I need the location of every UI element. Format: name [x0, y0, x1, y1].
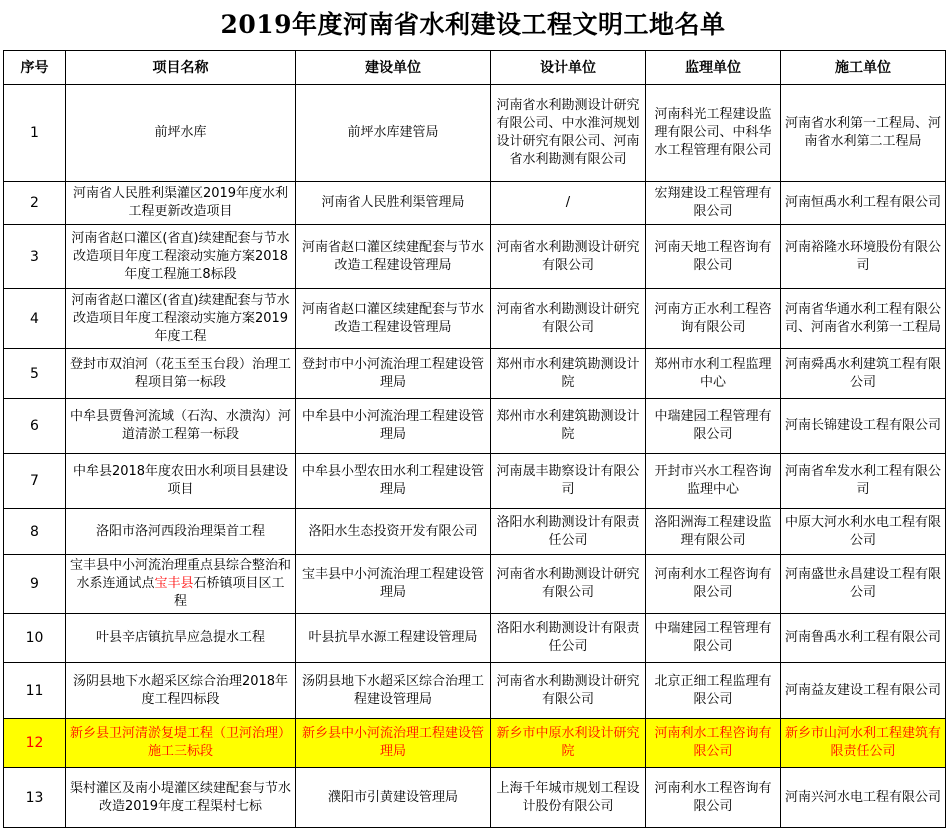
column-header-supervisor: 监理单位	[646, 51, 781, 85]
supervisor-unit: 中瑞建园工程管理有限公司	[646, 399, 781, 454]
table-row	[4, 555, 946, 614]
project-name: 新乡县卫河清淤复堤工程（卫河治理）施工三标段	[66, 719, 296, 768]
project-name-highlight: 宝丰县	[154, 576, 194, 591]
table-row	[4, 663, 946, 719]
builder-unit: 汤阴县地下水超采区综合治理工程建设管理局	[296, 663, 491, 719]
row-number: 7	[4, 454, 66, 509]
supervisor-unit: 郑州市水利工程监理中心	[646, 349, 781, 399]
supervisor-unit: 河南方正水利工程咨询有限公司	[646, 289, 781, 349]
row-number: 6	[4, 399, 66, 454]
project-name: 叶县辛店镇抗旱应急提水工程	[66, 614, 296, 663]
supervisor-unit: 河南科光工程建设监理有限公司、中科华水工程管理有限公司	[646, 85, 781, 182]
project-name: 登封市双洎河（花玉至玉台段）治理工程项目第一标段	[66, 349, 296, 399]
project-name: 前坪水库	[66, 85, 296, 182]
row-number: 12	[4, 719, 66, 768]
designer-unit: 新乡市中原水利设计研究院	[491, 719, 646, 768]
table-row	[4, 509, 946, 555]
project-name: 渠村灌区及南小堤灌区续建配套与节水改造2019年度工程渠村七标	[66, 768, 296, 828]
supervisor-unit: 河南天地工程咨询有限公司	[646, 225, 781, 289]
builder-unit: 叶县抗旱水源工程建设管理局	[296, 614, 491, 663]
contractor-unit: 河南益友建设工程有限公司	[781, 663, 946, 719]
table-row	[4, 225, 946, 289]
supervisor-unit: 河南利水工程咨询有限公司	[646, 768, 781, 828]
supervisor-unit: 河南利水工程咨询有限公司	[646, 555, 781, 614]
contractor-unit: 河南省水利第一工程局、河南省水利第二工程局	[781, 85, 946, 182]
designer-unit: /	[491, 182, 646, 225]
row-number: 3	[4, 225, 66, 289]
row-number: 4	[4, 289, 66, 349]
builder-unit: 河南省赵口灌区续建配套与节水改造工程建设管理局	[296, 225, 491, 289]
column-header-project: 项目名称	[66, 51, 296, 85]
project-name: 汤阴县地下水超采区综合治理2018年度工程四标段	[66, 663, 296, 719]
row-number: 10	[4, 614, 66, 663]
contractor-unit: 河南鲁禹水利工程有限公司	[781, 614, 946, 663]
project-name: 河南省人民胜利渠灌区2019年度水利工程更新改造项目	[66, 182, 296, 225]
designer-unit: 洛阳水利勘测设计有限责任公司	[491, 509, 646, 555]
project-name: 中牟县贾鲁河流域（石沟、水溃沟）河道清淤工程第一标段	[66, 399, 296, 454]
table-row	[4, 85, 946, 182]
table-row	[4, 349, 946, 399]
designer-unit: 河南省水利勘测设计研究有限公司	[491, 289, 646, 349]
table-row	[4, 399, 946, 454]
supervisor-unit: 北京正细工程监理有限公司	[646, 663, 781, 719]
builder-unit: 洛阳水生态投资开发有限公司	[296, 509, 491, 555]
column-header-builder: 建设单位	[296, 51, 491, 85]
supervisor-unit: 中瑞建园工程管理有限公司	[646, 614, 781, 663]
contractor-unit: 河南裕隆水环境股份有限公司	[781, 225, 946, 289]
contractor-unit: 中原大河水利水电工程有限公司	[781, 509, 946, 555]
builder-unit: 前坪水库建管局	[296, 85, 491, 182]
designer-unit: 洛阳水利勘测设计有限责任公司	[491, 614, 646, 663]
table-header-row	[4, 51, 946, 85]
row-number: 5	[4, 349, 66, 399]
contractor-unit: 河南省牟发水利工程有限公司	[781, 454, 946, 509]
contractor-unit: 河南兴河水电工程有限公司	[781, 768, 946, 828]
column-header-designer: 设计单位	[491, 51, 646, 85]
project-name-part: 宝丰县中小河流治理重点县综合整治和水系连通试点	[70, 558, 292, 591]
designer-unit: 郑州市水利建筑勘测设计院	[491, 349, 646, 399]
designer-unit: 河南省水利勘测设计研究有限公司	[491, 225, 646, 289]
contractor-unit: 河南长锦建设工程有限公司	[781, 399, 946, 454]
designer-unit: 河南省水利勘测设计研究有限公司	[491, 555, 646, 614]
row-number: 11	[4, 663, 66, 719]
project-name: 河南省赵口灌区(省直)续建配套与节水改造项目年度工程滚动实施方案2019年度工程	[66, 289, 296, 349]
project-name-part: 石桥镇项目区工程	[173, 576, 285, 609]
row-number: 9	[4, 555, 66, 614]
table-row-highlighted	[4, 719, 946, 768]
contractor-unit: 河南盛世永昌建设工程有限公司	[781, 555, 946, 614]
contractor-unit: 河南省华通水利工程有限公司、河南省水利第一工程局	[781, 289, 946, 349]
page-title: 2019年度河南省水利建设工程文明工地名单	[220, 10, 726, 39]
table-row	[4, 182, 946, 225]
designer-unit: 郑州市水利建筑勘测设计院	[491, 399, 646, 454]
contractor-unit: 河南舜禹水利建筑工程有限公司	[781, 349, 946, 399]
column-header-no: 序号	[4, 51, 66, 85]
project-name: 洛阳市洛河西段治理渠首工程	[66, 509, 296, 555]
builder-unit: 河南省人民胜利渠管理局	[296, 182, 491, 225]
designer-unit: 上海千年城市规划工程设计股份有限公司	[491, 768, 646, 828]
contractor-unit: 新乡市山河水利工程建筑有限责任公司	[781, 719, 946, 768]
builder-unit: 濮阳市引黄建设管理局	[296, 768, 491, 828]
builder-unit: 中牟县中小河流治理工程建设管理局	[296, 399, 491, 454]
row-number: 1	[4, 85, 66, 182]
supervisor-unit: 开封市兴水工程咨询监理中心	[646, 454, 781, 509]
project-name	[66, 555, 296, 614]
builder-unit: 河南省赵口灌区续建配套与节水改造工程建设管理局	[296, 289, 491, 349]
designer-unit: 河南省水利勘测设计研究有限公司	[491, 663, 646, 719]
project-name: 河南省赵口灌区(省直)续建配套与节水改造项目年度工程滚动实施方案2018年度工程施工8标段	[66, 225, 296, 289]
award-table	[3, 50, 946, 828]
builder-unit: 新乡县中小河流治理工程建设管理局	[296, 719, 491, 768]
row-number: 8	[4, 509, 66, 555]
builder-unit: 登封市中小河流治理工程建设管理局	[296, 349, 491, 399]
designer-unit: 河南晟丰勘察设计有限公司	[491, 454, 646, 509]
builder-unit: 中牟县小型农田水利工程建设管理局	[296, 454, 491, 509]
column-header-contractor: 施工单位	[781, 51, 946, 85]
designer-unit: 河南省水利勘测设计研究有限公司、中水淮河规划设计研究有限公司、河南省水利勘测有限公司	[491, 85, 646, 182]
supervisor-unit: 河南利水工程咨询有限公司	[646, 719, 781, 768]
contractor-unit: 河南恒禹水利工程有限公司	[781, 182, 946, 225]
builder-unit: 宝丰县中小河流治理工程建设管理局	[296, 555, 491, 614]
table-row	[4, 614, 946, 663]
project-name: 中牟县2018年度农田水利项目县建设项目	[66, 454, 296, 509]
row-number: 2	[4, 182, 66, 225]
supervisor-unit: 宏翔建设工程管理有限公司	[646, 182, 781, 225]
table-row	[4, 289, 946, 349]
supervisor-unit: 洛阳洲海工程建设监理有限公司	[646, 509, 781, 555]
row-number: 13	[4, 768, 66, 828]
table-row	[4, 454, 946, 509]
